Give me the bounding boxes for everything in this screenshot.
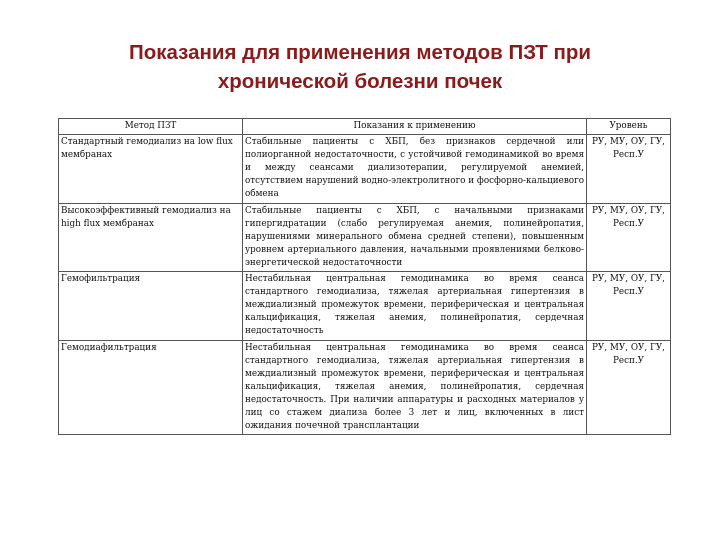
header-method: Метод ПЗТ (59, 119, 243, 135)
method-cell: Стандартный гемодиализ на low flux мембранах (59, 135, 243, 203)
level-cell: РУ, МУ, ОУ, ГУ, Респ.У (587, 340, 671, 435)
method-cell: Гемофильтрация (59, 272, 243, 340)
table-row (59, 203, 671, 271)
page-title-line-2: хронической болезни почек (217, 70, 503, 93)
indications-text: Нестабильная центральная гемодинамика во время сеанса стандартного гемодиализа, тяжелая артериальная гипертензия в междиализный промежуток времени, периферическая и центральная кальцификация, тяжелая анемия, полинейропатия, сердечная недостаточность. (245, 342, 584, 405)
table-row (59, 135, 671, 203)
indications-cell (243, 340, 587, 435)
level-cell: РУ, МУ, ОУ, ГУ, Респ.У (587, 203, 671, 271)
method-cell: Гемодиафильтрация (59, 340, 243, 435)
indications-extra-text: При наличии аппаратуры и расходных материалов у лиц со стажем диализа более 3 лет и лиц, включенных в лист ожидания почечной трансплантации (245, 394, 585, 432)
table-row (59, 340, 671, 435)
indications-cell: Стабильные пациенты с ХБП, с начальными признаками гипергидратации (слабо регулируемая анемия, полинейропатия, нарушениями минерального обмена средней степени), повышенным уровнем артериального давления, начальными проявлениями белково-энергетической недостаточности (243, 203, 587, 271)
table-header-row (59, 119, 671, 135)
indications-cell: Стабильные пациенты с ХБП, без признаков сердечной или полиорганной недостаточности, с устойчивой гемодинамикой во время и между сеансами диализотерапии, регулируемой анемией, отсутствием нарушений водно-электролитного и фосфорно-кальциевого обмена (243, 135, 587, 203)
method-cell: Высокоэффективный гемодиализ на high flux мембранах (59, 203, 243, 271)
table-row (59, 272, 671, 340)
page-title (40, 38, 680, 96)
page-title-line-1: Показания для применения методов ПЗТ при (129, 41, 591, 64)
indications-cell: Нестабильная центральная гемодинамика во время сеанса стандартного гемодиализа, тяжелая артериальная гипертензия в междиализный промежуток времени, периферическая и центральная кальцификация, тяжелая анемия, полинейропатия, сердечная недостаточность (243, 272, 587, 340)
header-indications: Показания к применению (243, 119, 587, 135)
level-cell: РУ, МУ, ОУ, ГУ, Респ.У (587, 135, 671, 203)
header-level: Уровень (587, 119, 671, 135)
methods-table (58, 118, 671, 435)
level-cell: РУ, МУ, ОУ, ГУ, Респ.У (587, 272, 671, 340)
